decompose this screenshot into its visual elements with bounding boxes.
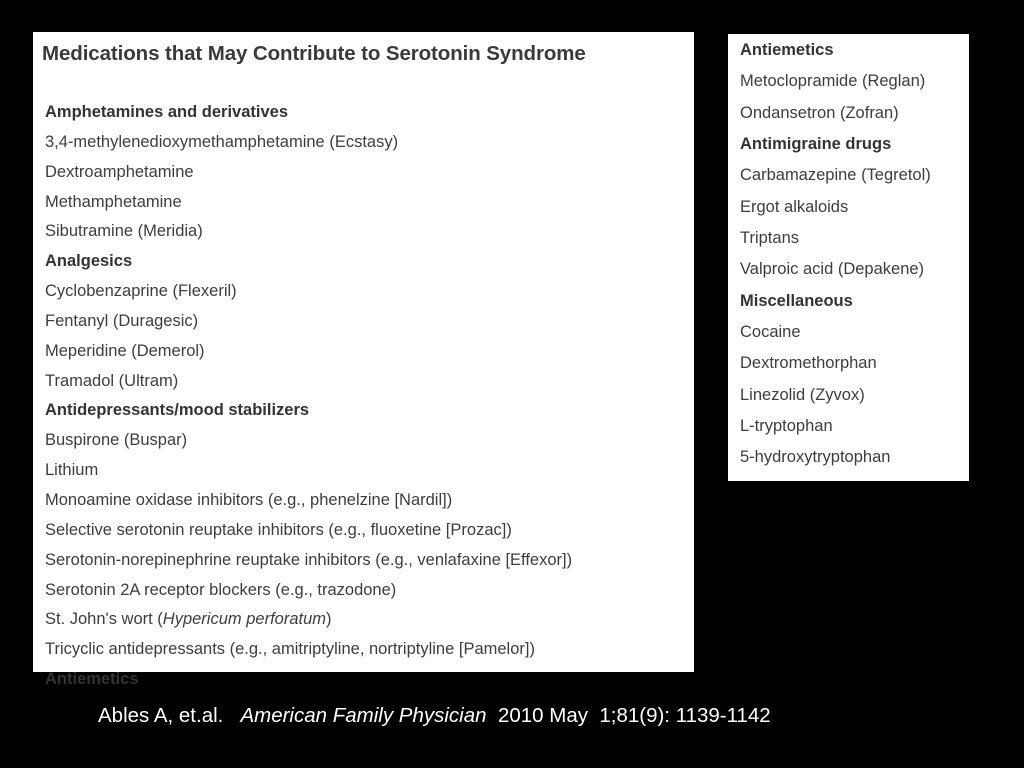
- row-text: Antidepressants/mood stabilizers: [45, 401, 310, 420]
- row-text: Dextroamphetamine: [45, 162, 194, 181]
- medication-item: [740, 71, 931, 102]
- medication-item: [45, 458, 572, 488]
- medication-item: [740, 322, 931, 353]
- citation: [98, 704, 771, 728]
- row-text: Serotonin 2A receptor blockers (e.g., trazodone): [45, 580, 397, 599]
- medication-item: [45, 488, 572, 518]
- medication-item: [740, 416, 931, 447]
- row-text: Amphetamines and derivatives: [45, 103, 289, 121]
- row-text: Monoamine oxidase inhibitors (e.g., phenelzine [Nardil]): [45, 490, 453, 509]
- medication-item: [740, 228, 931, 259]
- medication-item: [45, 369, 572, 399]
- row-text: Linezolid (Zyvox): [740, 385, 865, 404]
- medication-item: [45, 130, 572, 160]
- medication-item: [45, 637, 572, 667]
- left-medication-list: [45, 100, 573, 689]
- citation-authors: Ables A, et.al.: [98, 704, 224, 727]
- row-text: Tramadol (Ultram): [45, 371, 179, 390]
- row-text: Cyclobenzaprine (Flexeril): [45, 282, 237, 301]
- medication-item: [740, 259, 931, 290]
- category-header: [740, 134, 931, 165]
- row-text: Serotonin-norepinephrine reuptake inhibitors (e.g., venlafaxine [Effexor]): [45, 550, 573, 569]
- medication-item: [740, 353, 931, 384]
- category-header: [45, 667, 572, 689]
- medication-item: [740, 447, 931, 478]
- category-header: [740, 40, 931, 71]
- medication-item: [45, 548, 572, 578]
- row-text: Analgesics: [45, 252, 133, 271]
- row-italic-text: Hypericum perforatum: [162, 610, 327, 629]
- row-text: Selective serotonin reuptake inhibitors (e.g., fluoxetine [Prozac]): [45, 520, 512, 539]
- row-text: Methamphetamine: [45, 192, 182, 211]
- row-text: Ergot alkaloids: [740, 197, 849, 216]
- medication-item: [45, 219, 572, 249]
- row-text: Metoclopramide (Reglan): [740, 72, 926, 91]
- category-header: [45, 398, 572, 428]
- medication-item: [740, 103, 931, 134]
- medication-item: [45, 607, 572, 637]
- row-text: Antiemetics: [45, 670, 139, 689]
- row-text: Buspirone (Buspar): [45, 431, 188, 450]
- medication-item: [45, 518, 572, 548]
- medication-item: [45, 279, 572, 309]
- category-header: [45, 249, 572, 279]
- row-text: Sibutramine (Meridia): [45, 222, 203, 241]
- row-text: Carbamazepine (Tegretol): [740, 166, 931, 185]
- category-header: [740, 291, 931, 322]
- medication-item: [740, 385, 931, 416]
- row-text: Meperidine (Demerol): [45, 341, 205, 360]
- row-text: Lithium: [45, 461, 99, 480]
- row-text: Cocaine: [740, 323, 801, 342]
- row-text: 5-hydroxytryptophan: [740, 448, 891, 467]
- row-suffix: ): [326, 610, 332, 629]
- row-text: Miscellaneous: [740, 291, 853, 310]
- category-header: [45, 100, 572, 130]
- row-text: 3,4-methylenedioxymethamphetamine (Ecstasy): [45, 132, 399, 151]
- medication-item: [740, 165, 931, 196]
- medication-item: [45, 339, 572, 369]
- table-title: Medications that May Contribute to Serotonin Syndrome: [42, 42, 586, 65]
- medication-item: [45, 160, 572, 190]
- row-text: Triptans: [740, 229, 799, 248]
- medication-item: [45, 578, 572, 608]
- medication-table-left-panel: [33, 32, 694, 689]
- medication-item: [45, 309, 572, 339]
- row-text: Dextromethorphan: [740, 354, 877, 373]
- row-text: Ondansetron (Zofran): [740, 103, 899, 122]
- row-text: Valproic acid (Depakene): [740, 260, 925, 279]
- row-text: Tricyclic antidepressants (e.g., amitriptyline, nortriptyline [Pamelor]): [45, 640, 535, 659]
- medication-table-right-panel: [728, 34, 969, 481]
- citation-journal: American Family Physician: [240, 704, 487, 727]
- citation-details: 2010 May 1;81(9): 1139-1142: [497, 704, 771, 727]
- medication-item: [740, 197, 931, 228]
- row-text: Fentanyl (Duragesic): [45, 311, 199, 330]
- medication-item: [45, 428, 572, 458]
- medication-item: [45, 190, 572, 220]
- right-medication-list: [740, 40, 931, 479]
- row-text: St. John's wort (: [45, 610, 163, 629]
- row-text: Antiemetics: [740, 41, 834, 59]
- row-text: Antimigraine drugs: [740, 135, 892, 154]
- row-text: L-tryptophan: [740, 417, 833, 436]
